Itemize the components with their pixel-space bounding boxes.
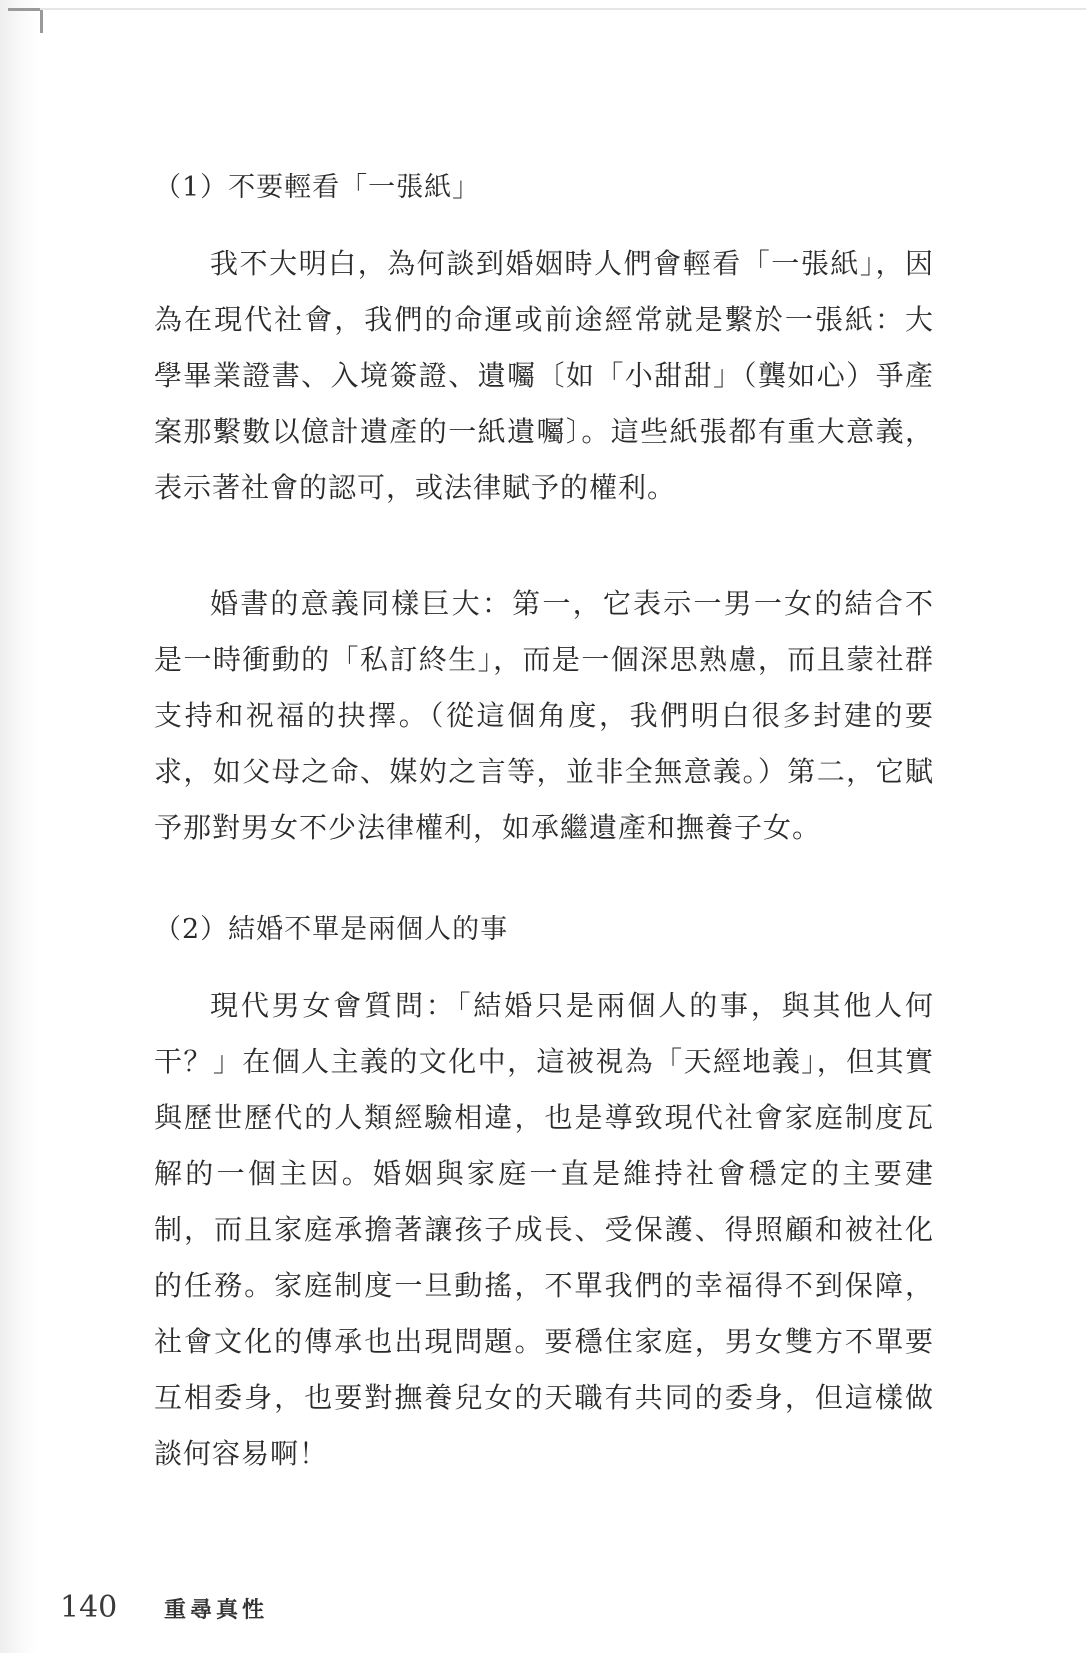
page-footer — [60, 1590, 268, 1625]
section-1-paragraph-2: 婚書的意義同樣巨大：第一，它表示一男一女的結合不是一時衝動的「私訂終生」，而是一個深思熟慮，而且蒙社群支持和祝福的抉擇。（從這個角度，我們明白很多封建的要求，如父母之命、媒妁之言等，並非全無意義。）第二，它賦予那對男女不少法律權利，如承繼遺產和撫養子女。 — [154, 587, 934, 844]
book-title: 重尋真性 — [164, 1598, 269, 1623]
scan-edge-line — [40, 8, 1086, 10]
section-heading-1: （1）不要輕看「一張紙」 — [154, 172, 481, 203]
section-heading-2: （2）結婚不單是兩個人的事 — [154, 914, 509, 945]
section-2-paragraph-1: 現代男女會質問：「結婚只是兩個人的事，與其他人何干？」在個人主義的文化中，這被視為「天經地義」，但其實與歷世歷代的人類經驗相違，也是導致現代社會家庭制度瓦解的一個主因。婚姻與家庭一直是維持社會穩定的主要建制，而且家庭承擔著讓孩子成長、受保護、得照顧和被社化的任務。家庭制度一旦動搖，不單我們的幸福得不到保障，社會文化的傳承也出現問題。要穩住家庭，男女雙方不單要互相委身，也要對撫養兒女的天職有共同的委身，但這樣做談何容易啊！ — [154, 989, 934, 1470]
page-number: 140 — [60, 1590, 118, 1625]
crop-mark — [8, 8, 43, 33]
page-gutter-shadow — [0, 0, 38, 1653]
section-1-paragraph-1: 我不大明白，為何談到婚姻時人們會輕看「一張紙」，因為在現代社會，我們的命運或前途經常就是繫於一張紙：大學畢業證書、入境簽證、遺囑〔如「小甜甜」（龔如心）爭產案那繫數以億計遺產的一紙遺囑〕。這些紙張都有重大意義，表示著社會的認可，或法律賦予的權利。 — [154, 247, 934, 504]
page-body — [154, 168, 934, 1482]
section-spacer — [154, 856, 934, 910]
paragraph-spacer — [154, 516, 934, 576]
